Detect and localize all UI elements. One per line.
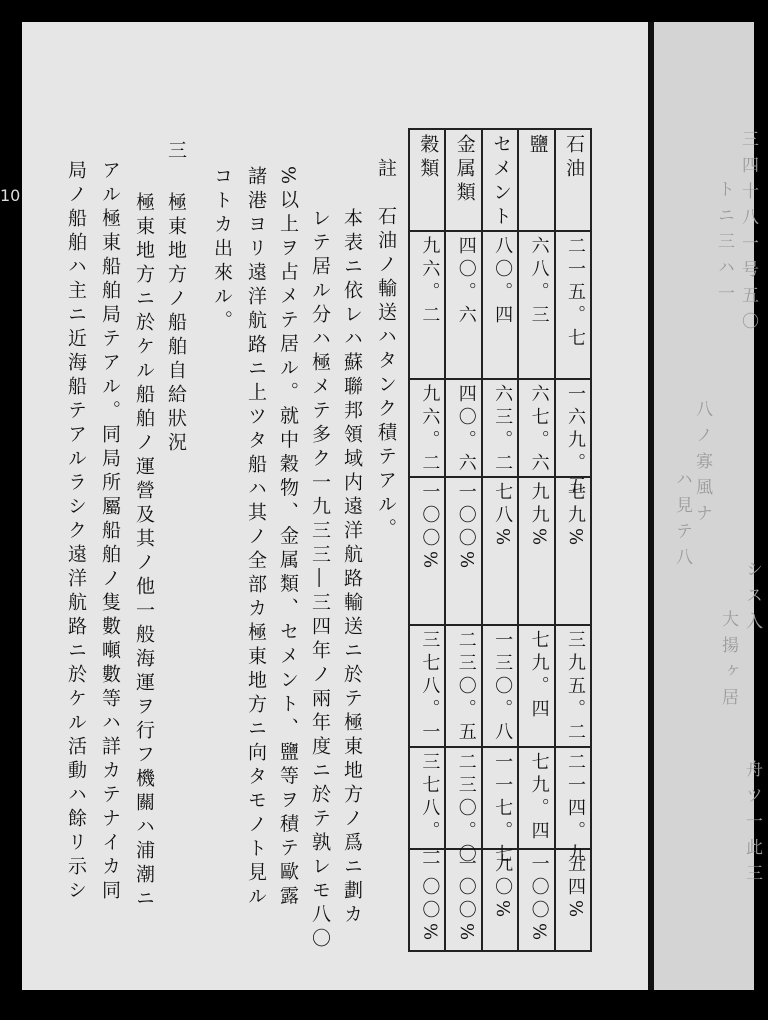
- table-cell: 六七。六: [518, 379, 554, 477]
- table-header-cell: セメント: [482, 129, 518, 231]
- note-line: 本表ニ依レハ蘇聯邦領域内遠洋航路輸送ニ於テ極東地方ノ爲ニ劃カ: [341, 208, 363, 928]
- section-number: 三: [165, 140, 187, 164]
- bleed-line: シス入: [742, 560, 762, 638]
- bleed-line: ハ見テ八: [672, 470, 692, 574]
- table-row: [409, 379, 591, 477]
- table-cell: 五四%: [555, 849, 591, 951]
- table-cell: 一〇〇%: [409, 477, 445, 625]
- table-cell: 七八%: [482, 477, 518, 625]
- note-line: %以上ヲ占メテ居ル。就中穀物、金属類、セメント、鹽等ヲ積テ歐露: [277, 166, 299, 910]
- table-header-cell: 鹽: [518, 129, 554, 231]
- page-edge-mark: 10: [0, 186, 21, 205]
- table-row: [409, 231, 591, 379]
- note-title: 註 石油ノ輸送ハタンク積テアル。: [375, 158, 397, 542]
- table-cell: 九六。二: [409, 379, 445, 477]
- table-header-cell: 金属類: [445, 129, 481, 231]
- table-cell: 三七八。一: [409, 747, 445, 849]
- bleed-line: トニ三ハ一: [714, 180, 734, 310]
- section-title: 極東地方ノ船舶自給狀況: [165, 192, 187, 456]
- table-cell: 二三〇。五: [445, 625, 481, 747]
- table-cell: 一六九。五: [555, 379, 591, 477]
- table-cell: 二三〇。〇: [445, 747, 481, 849]
- table-row: [409, 849, 591, 951]
- table-cell: 四〇。六: [445, 379, 481, 477]
- body-line: アル極東船舶局テアル。同局所屬船舶ノ隻數噸數等ハ詳カテナイカ同: [99, 160, 121, 904]
- table-cell: 三七八。一: [409, 625, 445, 747]
- body-line: 局ノ船舶ハ主ニ近海船テアルラシク遠洋航路ニ於ケル活動ハ餘リ示シ: [65, 160, 87, 904]
- table-cell: 二一四。九: [555, 747, 591, 849]
- bleed-line: 大揚ヶ居: [718, 610, 738, 714]
- body-line: 極東地方ニ於ケル船舶ノ運營及其ノ他一般海運ヲ行フ機關ハ浦潮ニ: [133, 192, 155, 912]
- table-cell: 六三。二: [482, 379, 518, 477]
- table-cell: 九〇%: [482, 849, 518, 951]
- note-line: 諸港ヨリ遠洋航路ニ上ツタ船ハ其ノ全部カ極東地方ニ向タモノト見ル: [245, 166, 267, 910]
- table-cell: 一三〇。八: [482, 625, 518, 747]
- table-cell: 一〇〇%: [445, 849, 481, 951]
- table-cell: 一一七。七: [482, 747, 518, 849]
- table-cell: 四〇。六: [445, 231, 481, 379]
- table-cell: 七九。四: [518, 625, 554, 747]
- table-cell: 九九%: [518, 477, 554, 625]
- table-cell: 一〇〇%: [518, 849, 554, 951]
- table-cell: 七九。四: [518, 747, 554, 849]
- table-header-cell: 穀類: [409, 129, 445, 231]
- table-cell: 二一五。七: [555, 231, 591, 379]
- table-header-cell: 石油: [555, 129, 591, 231]
- note-line: レテ居ル分ハ極メテ多ク一九三三―三四年ノ兩年度ニ於テ孰レモ八〇: [309, 208, 331, 952]
- table-cell: 一〇〇%: [409, 849, 445, 951]
- table-row: [409, 625, 591, 747]
- table-cell: 一〇〇%: [445, 477, 481, 625]
- table-row: [409, 477, 591, 625]
- shipping-table: [408, 128, 592, 952]
- table-row: [409, 747, 591, 849]
- note-line: コトカ出來ル。: [211, 166, 233, 334]
- table-cell: 六八。三: [518, 231, 554, 379]
- table-header-row: [409, 129, 591, 231]
- bleed-line: 八ノ寡風ナ: [692, 400, 712, 530]
- table-cell: 八〇。四: [482, 231, 518, 379]
- table-cell: 三九五。二: [555, 625, 591, 747]
- bleed-line: 舟ツ一此三: [742, 760, 762, 890]
- table-cell: 七九%: [555, 477, 591, 625]
- table-cell: 九六。二: [409, 231, 445, 379]
- bleed-line: 三四十八一号五〇: [738, 130, 758, 338]
